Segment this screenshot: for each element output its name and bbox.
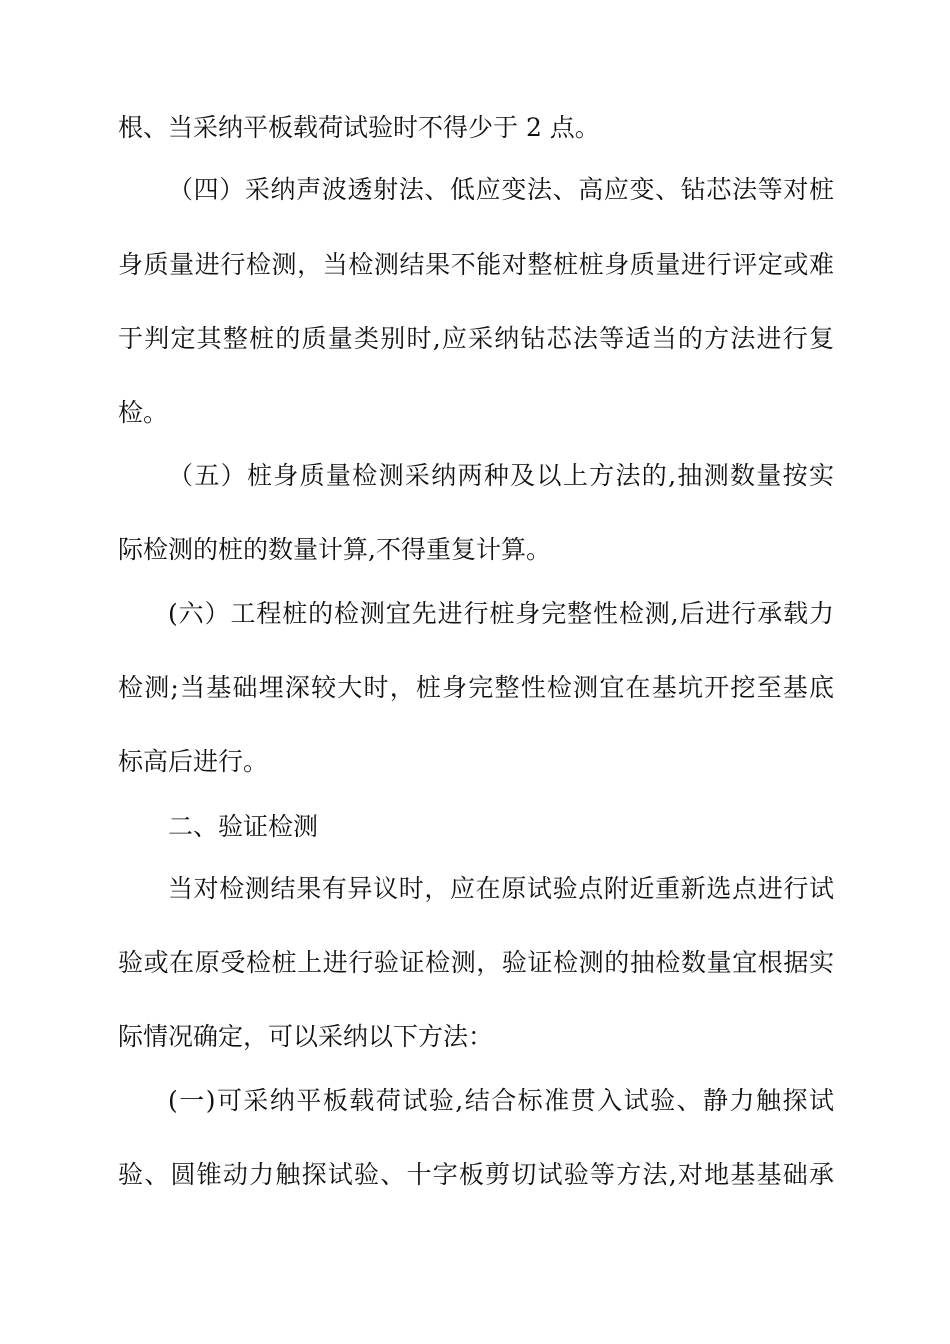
text-line: 根、当采纳平板载荷试验时不得少于 2 点。 xyxy=(118,113,600,142)
section-heading: 二、验证检测 xyxy=(168,812,319,841)
text-line: 于判定其整桩的质量类别时,应采纳钻芯法等适当的方法进行复 xyxy=(118,324,834,353)
text-line: 身质量进行检测，当检测结果不能对整桩桩身质量进行评定或难 xyxy=(118,250,834,279)
text-line: 检。 xyxy=(118,398,169,427)
text-line: (一)可采纳平板载荷试验,结合标准贯入试验、静力触探试 xyxy=(168,1086,834,1115)
text-line: 检测;当基础埋深较大时，桩身完整性检测宜在基坑开挖至基底 xyxy=(118,673,834,702)
text-line: 标高后进行。 xyxy=(118,747,269,776)
text-line: 际情况确定，可以采纳以下方法： xyxy=(118,1022,494,1051)
text-line: 验或在原受检桩上进行验证检测，验证检测的抽检数量宜根据实 xyxy=(118,948,834,977)
text-line: 当对检测结果有异议时，应在原试验点附近重新选点进行试 xyxy=(168,874,834,903)
text-line: （四）采纳声波透射法、低应变法、高应变、钻芯法等对桩 xyxy=(168,175,834,204)
text-line: 验、圆锥动力触探试验、十字板剪切试验等方法,对地基基础承 xyxy=(118,1160,834,1189)
text-line: (六）工程桩的检测宜先进行桩身完整性检测,后进行承载力 xyxy=(168,599,834,628)
text-line: （五）桩身质量检测采纳两种及以上方法的,抽测数量按实 xyxy=(168,461,834,490)
text-line: 际检测的桩的数量计算,不得重复计算。 xyxy=(118,535,551,564)
